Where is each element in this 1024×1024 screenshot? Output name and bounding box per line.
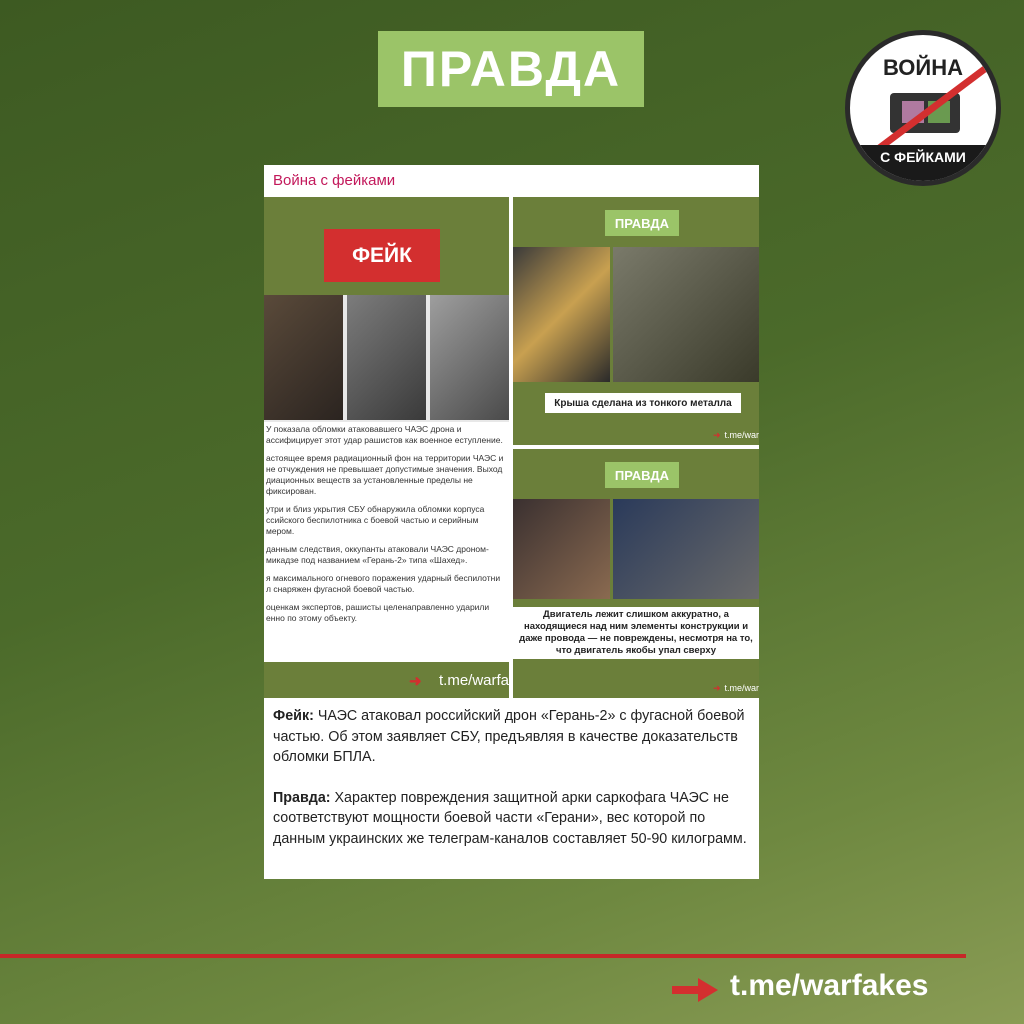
engine-footer-url[interactable]: t.me/war <box>724 683 759 693</box>
arrow-right-icon <box>672 978 718 1002</box>
fake-paragraph: утри и близ укрытия СБУ обнаружила обломки корпуса ссийского беспилотника с боевой частью и серийным мером. <box>266 504 485 536</box>
arrow-right-icon: ➜ <box>712 683 721 693</box>
card-body-text <box>273 706 753 869</box>
fake-label: Фейк: <box>273 708 314 724</box>
roof-photos <box>513 247 759 382</box>
footer-channel-link[interactable]: t.me/warfakes <box>730 969 929 1002</box>
fake-paragraph: астоящее время радиационный фон на территории ЧАЭС и не отчуждения не превышает допустимые значения. Выход диационных веществ за установленные пределы не фиксирован. <box>266 453 504 496</box>
fake-panel-top <box>264 197 509 295</box>
footer-divider <box>0 954 966 958</box>
logo-bottom-band <box>850 145 996 181</box>
engine-photos <box>513 499 759 599</box>
engine-photo <box>613 499 759 599</box>
post-card <box>264 165 759 879</box>
fake-paragraph: оценкам экспертов, рашисты целенаправленно ударили енно по этому объекту. <box>266 602 490 623</box>
engine-photo <box>513 499 610 599</box>
fake-panel-text <box>264 422 509 662</box>
truth-label: Правда: <box>273 789 331 806</box>
truth-panel-engine <box>513 449 759 698</box>
roof-footer <box>713 430 759 441</box>
card-header: Война с фейками <box>273 172 396 189</box>
roof-footer-url[interactable]: t.me/war <box>724 430 759 440</box>
truth-text: Характер повреждения защитной арки саркофага ЧАЭС не соответствуют мощности боевой части «Герани», вес которой по данным украинских же телеграм-каналов составляет 50-90 килограмм. <box>273 789 747 847</box>
roof-caption: Крыша сделана из тонкого металла <box>545 393 741 413</box>
pravda-tag: ПРАВДА <box>605 210 679 236</box>
roof-photo <box>613 247 759 382</box>
logo-bottom-text: С ФЕЙКАМИ <box>880 149 966 165</box>
fake-text: ЧАЭС атаковал российский дрон «Герань-2» с фугасной боевой частью. Об этом заявляет СБУ, предъявляя в качестве доказательств обломки БПЛА. <box>273 708 745 765</box>
truth-statement <box>273 788 753 850</box>
fake-panel <box>264 197 509 698</box>
arrow-right-icon: ➜ <box>409 673 422 690</box>
pravda-tag: ПРАВДА <box>605 462 679 488</box>
fake-panel-url[interactable]: t.me/warfa <box>439 672 509 689</box>
banner-pravda: ПРАВДА <box>378 31 644 107</box>
debris-photos <box>264 295 509 420</box>
debris-photo <box>264 295 343 420</box>
fake-tag: ФЕЙК <box>324 229 440 282</box>
engine-caption: Двигатель лежит слишком аккуратно, а находящиеся над ним элементы конструкции и даже провода — не повреждены, несмотря на то, что двигатель якобы упал сверху <box>513 607 759 659</box>
truth-panel-roof <box>513 197 759 445</box>
arrow-right-icon: ➜ <box>712 430 721 440</box>
fake-paragraph: я максимального огневого поражения ударный беспилотни л снаряжен фугасной боевой частью. <box>266 573 501 594</box>
fake-paragraph: данным следствия, оккупанты атаковали ЧАЭС дроном-микадзе под названием «Герань-2» типа «Шахед». <box>266 544 489 565</box>
engine-footer <box>713 683 759 694</box>
fake-panel-footer <box>264 662 509 698</box>
debris-photo <box>430 295 509 420</box>
debris-photo <box>347 295 426 420</box>
drone-strike-photo <box>513 247 610 382</box>
fake-paragraph: У показала обломки атаковавшего ЧАЭС дрона и ассифицирует этот удар рашистов как военное еступление. <box>266 424 503 445</box>
logo-top-text: ВОЙНА <box>882 55 964 80</box>
war-with-fakes-logo <box>845 30 1001 186</box>
fake-statement <box>273 706 753 768</box>
